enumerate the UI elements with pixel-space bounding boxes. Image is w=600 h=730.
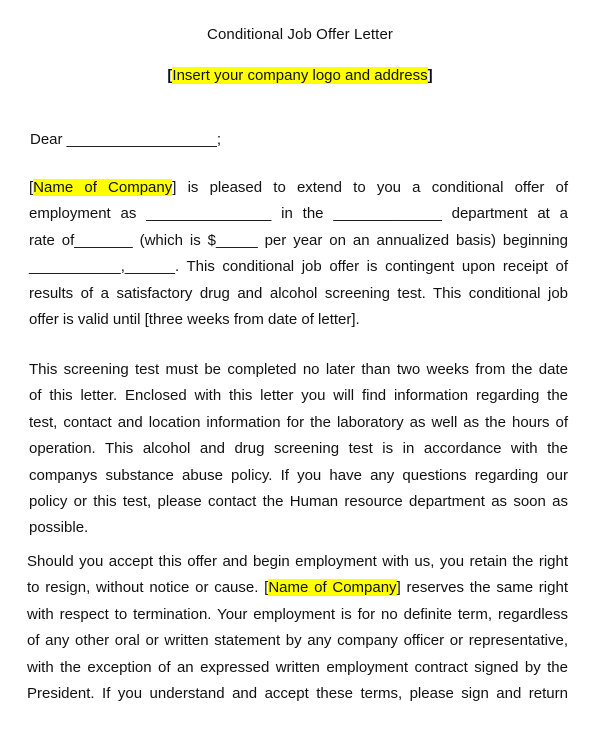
logo-placeholder [0,67,600,84]
logo-placeholder-text: Insert your company logo and address [172,67,428,84]
company-name-placeholder: Name of Company [268,579,397,597]
line-text: ] is pleased to extend to you a conditional offer of [172,179,568,196]
paragraph-line: operation. This alcohol and drug screening test is in accordance with the [29,440,568,458]
paragraph-screening [29,357,568,542]
paragraph-line: of any other oral or written statement by any company officer or representative, [27,632,568,650]
paragraph-line: with respect to termination. Your employment is for no definite term, regardless [27,605,568,623]
paragraph-line: ___________,______. This conditional job offer is contingent upon receipt of [29,258,568,276]
paragraph-line: This screening test must be completed no later than two weeks from the date [29,361,568,378]
paragraph-line: offer is valid until [three weeks from date of letter]. [29,311,360,329]
paragraph-offer [29,175,568,333]
paragraph-line: test, contact and location information for the laboratory as well as the hours of [29,413,568,431]
logo-bracket-open: [ [167,67,173,84]
line-text: to resign, without notice or cause. [ [27,579,269,597]
paragraph-line: with the exception of an expressed written employment contract signed by the [27,658,568,676]
paragraph-line: policy or this test, please contact the Human resource department as soon as [29,493,568,511]
paragraph-line: Should you accept this offer and begin employment with us, you retain the right [27,553,568,570]
paragraph-line: possible. [29,519,89,537]
paragraph-acceptance [27,549,568,707]
line-text: ] reserves the same right [396,579,568,597]
paragraph-line: President. If you understand and accept these terms, please sign and return [27,685,568,703]
paragraph-line: results of a satisfactory drug and alcohol screening test. This conditional job [29,284,568,302]
paragraph-line [29,175,568,201]
paragraph-line [27,575,568,601]
company-name-placeholder: Name of Company [33,179,173,196]
document-title: Conditional Job Offer Letter [207,26,393,43]
paragraph-line: employment as _______________ in the _____________ department at a [29,205,568,223]
logo-bracket-close: ] [427,67,433,84]
paragraph-line: rate of_______ (which is $_____ per year on an annualized basis) beginning [29,231,568,249]
greeting: Dear __________________; [30,131,222,148]
paragraph-line: companys substance abuse policy. If you have any questions regarding our [29,466,568,484]
paragraph-line: of this letter. Enclosed with this letter you will find information regarding the [29,387,568,405]
line-text: [ [29,179,34,196]
